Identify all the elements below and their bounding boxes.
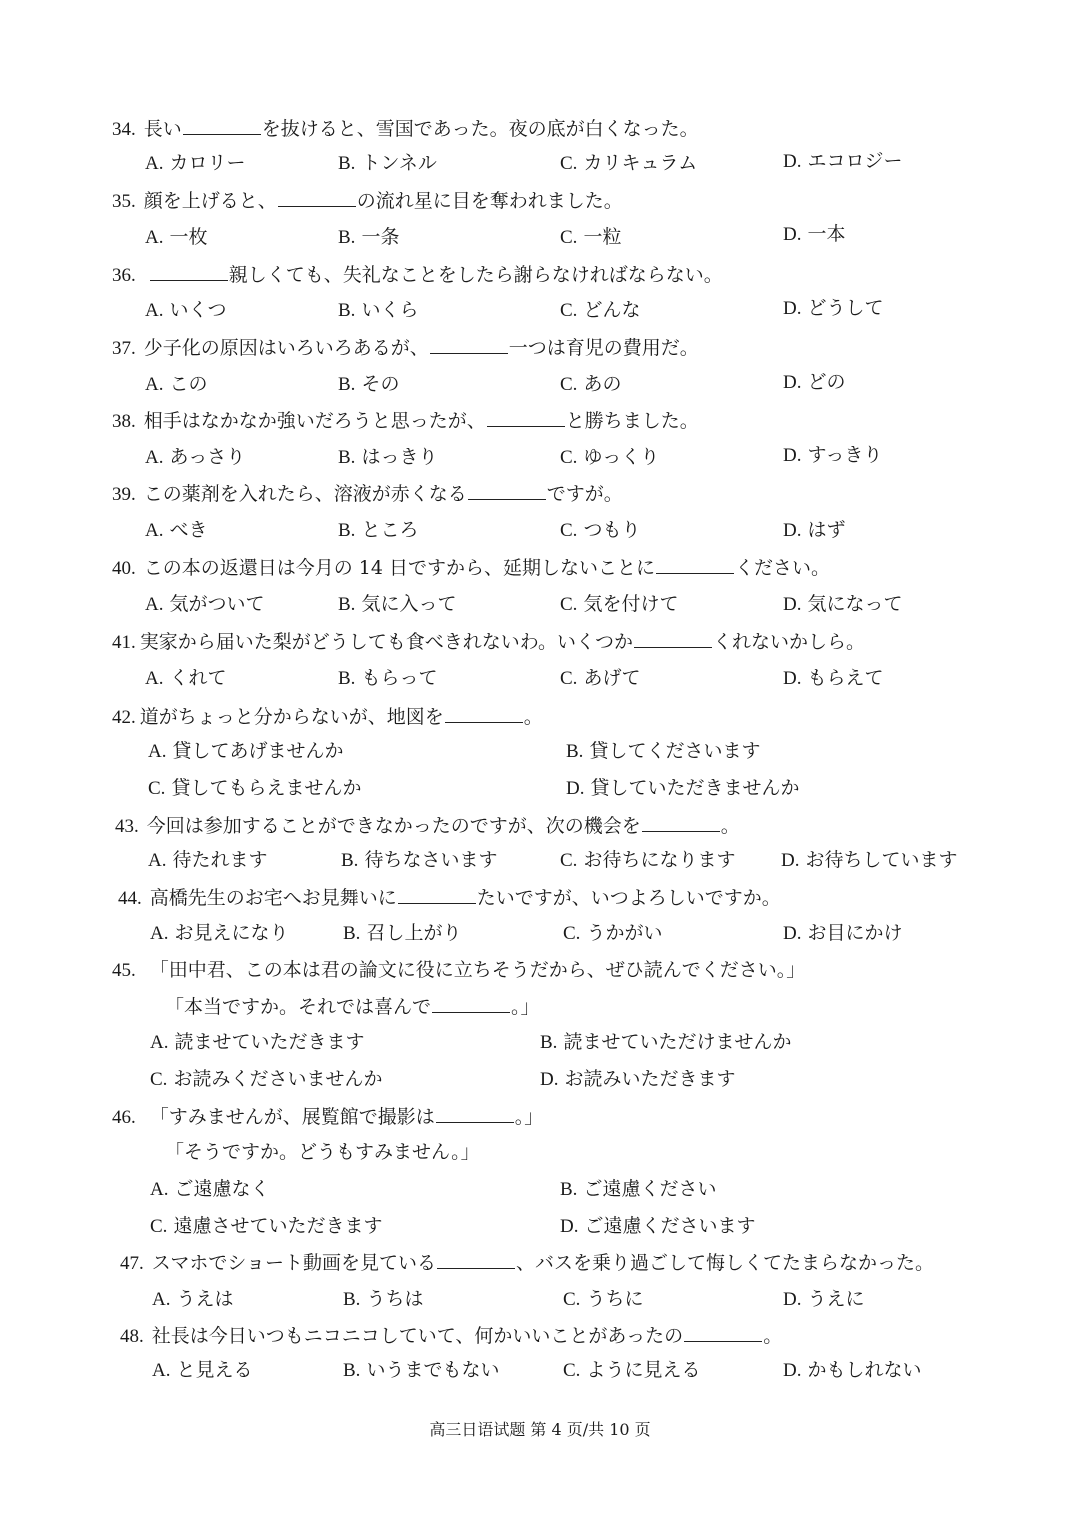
option-c[interactable] (563, 921, 662, 946)
option-d[interactable] (783, 1358, 922, 1383)
question-text: 「田中君、この本は君の論文に役に立ちそうだから、ぜひ読んでください。」 (149, 959, 806, 981)
question-number: 39. (112, 484, 136, 505)
option-letter: C. (560, 447, 578, 468)
option-text: カロリー (169, 152, 246, 174)
question-number: 46. (112, 1107, 136, 1128)
answer-blank (656, 555, 734, 574)
answer-blank (430, 335, 508, 354)
question-39 (112, 481, 623, 507)
question-36 (112, 262, 723, 288)
option-text: かもしれない (807, 1359, 922, 1381)
question-text: 社長は今日いつもニコニコしていて、何かいいことがあったの (151, 1325, 684, 1347)
option-c[interactable] (560, 225, 621, 250)
option-c[interactable] (560, 592, 678, 617)
option-letter: B. (560, 1179, 578, 1200)
question-number: 48. (120, 1326, 144, 1347)
option-letter: A. (152, 1360, 171, 1381)
option-b[interactable] (338, 666, 437, 691)
question-number: 43. (115, 816, 139, 837)
option-letter: B. (343, 923, 361, 944)
option-letter: B. (566, 741, 584, 762)
option-letter: C. (560, 850, 578, 871)
option-letter: B. (338, 447, 356, 468)
question-46 (112, 1104, 543, 1130)
question-38 (112, 408, 699, 434)
option-letter: B. (338, 668, 356, 689)
option-text: いうまでもない (366, 1359, 500, 1381)
question-text: 「そうですか。どうもすみません。」 (165, 1141, 480, 1163)
answer-blank (278, 188, 356, 207)
option-text: 気になって (807, 593, 903, 615)
option-a[interactable] (145, 225, 208, 250)
option-letter: B. (338, 227, 356, 248)
option-a[interactable] (145, 666, 227, 691)
option-letter: A. (145, 447, 164, 468)
option-d[interactable] (783, 666, 884, 691)
question-text: 親しくても、失礼なことをしたら謝らなければならない。 (228, 264, 723, 286)
option-c[interactable] (560, 298, 640, 323)
question-43 (115, 813, 740, 839)
option-c[interactable] (150, 1214, 382, 1239)
question-text: くれないかしら。 (713, 631, 866, 653)
option-text: ご遠慮くださいます (584, 1215, 756, 1237)
answer-blank (150, 262, 228, 281)
option-letter: D. (783, 298, 802, 319)
option-d[interactable] (560, 1214, 756, 1239)
option-text: うえは (176, 1288, 234, 1310)
question-text: 道がちょっと分からないが、地図を (139, 706, 444, 728)
option-text: うちは (366, 1288, 424, 1310)
question-47 (120, 1250, 934, 1276)
option-letter: A. (145, 594, 164, 615)
option-letter: C. (560, 594, 578, 615)
question-text: この本の返還日は今月の 14 日ですから、延期しないことに (143, 557, 656, 579)
question-44 (118, 885, 781, 911)
question-number: 36. (112, 265, 136, 286)
option-letter: D. (560, 1216, 579, 1237)
option-letter: C. (563, 923, 581, 944)
option-letter: C. (150, 1069, 168, 1090)
option-c[interactable] (563, 1358, 700, 1383)
question-text: 一つは育児の費用だ。 (508, 337, 699, 359)
option-letter: B. (338, 300, 356, 321)
question-text: 「すみませんが、展覧館で撮影は (149, 1106, 435, 1128)
option-text: もらえて (807, 667, 884, 689)
option-a[interactable] (152, 1287, 234, 1312)
option-text: ゆっくり (583, 446, 660, 468)
question-37 (112, 335, 699, 361)
question-text: を抜けると、雪国であった。夜の底が白くなった。 (261, 118, 699, 140)
option-text: 待ちなさいます (364, 849, 498, 871)
option-text: 召し上がり (366, 922, 462, 944)
option-text: はず (807, 519, 846, 541)
option-text: 一本 (807, 223, 846, 245)
question-46-line2 (165, 1140, 480, 1164)
option-text: お読みいただきます (564, 1068, 736, 1090)
option-letter: B. (343, 1289, 361, 1310)
option-b[interactable] (338, 592, 456, 617)
question-text: 実家から届いた梨がどうしても食べきれないわ。いくつか (139, 631, 633, 653)
question-text: と勝ちました。 (565, 410, 699, 432)
question-42 (112, 704, 543, 730)
question-text: の流れ星に目を奪われました。 (356, 190, 623, 212)
option-text: つもり (583, 519, 641, 541)
option-d[interactable] (783, 518, 846, 543)
option-letter: A. (145, 227, 164, 248)
question-41 (112, 629, 865, 655)
option-letter: D. (783, 1289, 802, 1310)
option-text: その (361, 373, 400, 395)
question-text: 相手はなかなか強いだろうと思ったが、 (143, 410, 486, 432)
question-text: 長い (143, 118, 182, 140)
option-text: もらって (361, 667, 438, 689)
question-number: 44. (118, 888, 142, 909)
option-letter: C. (560, 374, 578, 395)
answer-blank (398, 885, 476, 904)
option-letter: B. (540, 1032, 558, 1053)
option-d[interactable] (783, 443, 882, 468)
question-text: スマホでショート動画を見ている (151, 1252, 436, 1274)
option-letter: C. (560, 520, 578, 541)
option-letter: C. (563, 1289, 581, 1310)
option-text: うかがい (586, 922, 663, 944)
option-a[interactable] (150, 1177, 270, 1202)
question-text: 。 (720, 815, 740, 837)
option-text: あっさり (169, 446, 246, 468)
answer-blank (642, 813, 720, 832)
question-34 (112, 116, 699, 142)
option-text: いくつ (169, 299, 227, 321)
option-letter: D. (783, 372, 802, 393)
option-letter: D. (783, 445, 802, 466)
question-text: この薬剤を入れたら、溶液が赤くなる (143, 483, 467, 505)
option-text: 貸してくださいます (589, 740, 761, 762)
option-letter: A. (148, 850, 167, 871)
option-letter: C. (560, 300, 578, 321)
option-d[interactable] (783, 149, 903, 174)
option-text: どの (807, 371, 846, 393)
question-text: ですが。 (546, 483, 623, 505)
option-text: と見える (176, 1359, 253, 1381)
option-b[interactable] (341, 848, 497, 873)
option-letter: D. (540, 1069, 559, 1090)
question-text: たいですが、いつよろしいですか。 (476, 887, 781, 909)
option-text: お見えになり (174, 922, 289, 944)
option-letter: B. (338, 520, 356, 541)
question-text: 顔を上げると、 (143, 190, 277, 212)
answer-blank (487, 408, 565, 427)
question-text: 。 (763, 1325, 783, 1347)
option-b[interactable] (338, 518, 418, 543)
option-c[interactable] (560, 372, 621, 397)
question-text: 高橋先生のお宅へお見舞いに (149, 887, 397, 909)
question-number: 34. (112, 119, 136, 140)
option-d[interactable] (783, 370, 846, 395)
question-48 (120, 1323, 782, 1349)
option-a[interactable] (145, 445, 245, 470)
option-d[interactable] (781, 848, 958, 873)
question-number: 45. (112, 960, 136, 981)
option-a[interactable] (150, 921, 289, 946)
option-text: どうして (807, 297, 884, 319)
option-b[interactable] (343, 921, 461, 946)
option-letter: D. (783, 594, 802, 615)
option-letter: C. (560, 227, 578, 248)
option-text: 読ませていただけませんか (563, 1031, 792, 1053)
answer-blank (436, 1104, 514, 1123)
option-b[interactable] (343, 1287, 423, 1312)
option-text: どんな (583, 299, 641, 321)
option-c[interactable] (560, 151, 697, 176)
question-40 (112, 555, 830, 581)
option-letter: D. (783, 151, 802, 172)
option-letter: B. (343, 1360, 361, 1381)
question-45 (112, 958, 805, 983)
question-text: 、バスを乗り過ごして悔しくてたまらなかった。 (516, 1252, 935, 1274)
option-text: ご遠慮なく (174, 1178, 270, 1200)
option-b[interactable] (566, 739, 760, 764)
option-c[interactable] (563, 1287, 643, 1312)
option-a[interactable] (145, 298, 227, 323)
option-letter: A. (145, 520, 164, 541)
option-letter: A. (145, 300, 164, 321)
question-45-line2 (165, 994, 540, 1019)
option-text: お待ちになります (583, 849, 736, 871)
page-footer: 高三日语试题 第 4 页/共 10 页 (429, 1420, 651, 1439)
option-text: お読みくださいませんか (173, 1068, 383, 1090)
answer-blank (437, 1250, 515, 1269)
option-a[interactable] (150, 1030, 365, 1055)
question-35 (112, 188, 623, 214)
option-letter: B. (341, 850, 359, 871)
option-letter: D. (783, 1360, 802, 1381)
option-c[interactable] (560, 848, 735, 873)
option-letter: A. (150, 1179, 169, 1200)
question-text: ください。 (735, 557, 831, 579)
option-text: あげて (583, 667, 641, 689)
option-text: 読ませていただきます (174, 1031, 365, 1053)
question-number: 37. (112, 338, 136, 359)
answer-blank (468, 481, 546, 500)
answer-blank (432, 994, 510, 1013)
option-b[interactable] (343, 1358, 499, 1383)
option-text: あの (583, 373, 622, 395)
option-d[interactable] (783, 592, 903, 617)
question-number: 42. (112, 707, 136, 728)
option-text: ように見える (586, 1359, 701, 1381)
option-text: ところ (361, 519, 419, 541)
question-text: 。」 (514, 1106, 544, 1128)
option-text: はっきり (361, 446, 438, 468)
option-letter: D. (783, 668, 802, 689)
option-text: 気に入って (361, 593, 457, 615)
option-c[interactable] (560, 445, 659, 470)
option-b[interactable] (338, 372, 399, 397)
option-letter: B. (338, 374, 356, 395)
option-letter: A. (145, 374, 164, 395)
answer-blank (684, 1323, 762, 1342)
option-text: すっきり (807, 444, 883, 466)
option-b[interactable] (560, 1177, 716, 1202)
option-text: 一粒 (583, 226, 622, 248)
option-text: 一枚 (169, 226, 208, 248)
answer-blank (634, 629, 712, 648)
question-text: 今回は参加することができなかったのですが、次の機会を (146, 815, 641, 837)
option-letter: C. (560, 668, 578, 689)
option-text: 気がついて (169, 593, 265, 615)
option-letter: D. (783, 520, 802, 541)
option-d[interactable] (783, 296, 884, 321)
option-a[interactable] (152, 1358, 253, 1383)
option-letter: A. (150, 1032, 169, 1053)
option-letter: D. (781, 850, 800, 871)
option-letter: C. (148, 778, 166, 799)
option-a[interactable] (148, 739, 344, 764)
option-letter: A. (150, 923, 169, 944)
option-letter: A. (145, 668, 164, 689)
option-letter: D. (566, 778, 585, 799)
option-b[interactable] (338, 445, 437, 470)
question-text: 。 (523, 706, 543, 728)
option-a[interactable] (145, 372, 208, 397)
option-text: お待ちしています (805, 849, 958, 871)
question-number: 40. (112, 558, 136, 579)
question-text: 。」 (511, 996, 540, 1018)
option-c[interactable] (150, 1067, 382, 1092)
option-d[interactable] (566, 776, 800, 801)
option-text: うちに (586, 1288, 644, 1310)
option-text: エコロジー (807, 150, 903, 172)
option-letter: A. (152, 1289, 171, 1310)
option-text: いくら (361, 299, 419, 321)
option-text: くれて (169, 667, 227, 689)
question-number: 38. (112, 411, 136, 432)
question-number: 47. (120, 1253, 144, 1274)
option-text: 貸していただきませんか (590, 777, 800, 799)
option-letter: C. (563, 1360, 581, 1381)
option-text: カリキュラム (583, 152, 698, 174)
question-number: 35. (112, 191, 136, 212)
option-text: ご遠慮ください (583, 1178, 717, 1200)
option-text: お目にかけ (807, 922, 903, 944)
option-letter: B. (338, 153, 356, 174)
option-text: 遠慮させていただきます (173, 1215, 383, 1237)
option-text: 貸してもらえませんか (171, 777, 362, 799)
option-text: 待たれます (172, 849, 268, 871)
option-a[interactable] (145, 518, 208, 543)
option-a[interactable] (145, 151, 246, 176)
option-a[interactable] (145, 592, 265, 617)
option-text: この (169, 373, 208, 395)
option-c[interactable] (148, 776, 361, 801)
question-text: 少子化の原因はいろいろあるが、 (143, 337, 429, 359)
option-text: 貸してあげませんか (172, 740, 344, 762)
option-d[interactable] (783, 921, 903, 946)
option-letter: B. (338, 594, 356, 615)
option-letter: A. (145, 153, 164, 174)
answer-blank (183, 116, 261, 135)
option-letter: A. (148, 741, 167, 762)
option-c[interactable] (560, 666, 640, 691)
question-text: 「本当ですか。それでは喜んで (165, 996, 432, 1018)
option-letter: D. (783, 224, 802, 245)
answer-blank (445, 704, 523, 723)
option-c[interactable] (560, 518, 640, 543)
option-text: べき (169, 519, 208, 541)
option-text: 一条 (361, 226, 400, 248)
question-number: 41. (112, 632, 136, 653)
option-b[interactable] (338, 225, 399, 250)
option-text: トンネル (361, 152, 437, 174)
option-letter: C. (150, 1216, 168, 1237)
option-letter: D. (783, 923, 802, 944)
option-text: 気を付けて (583, 593, 679, 615)
option-letter: C. (560, 153, 578, 174)
option-text: うえに (807, 1288, 865, 1310)
option-b[interactable] (540, 1030, 791, 1055)
option-d[interactable] (783, 222, 846, 247)
option-d[interactable] (540, 1067, 736, 1092)
option-b[interactable] (338, 151, 437, 176)
option-a[interactable] (148, 848, 268, 873)
option-b[interactable] (338, 298, 418, 323)
option-d[interactable] (783, 1287, 865, 1312)
